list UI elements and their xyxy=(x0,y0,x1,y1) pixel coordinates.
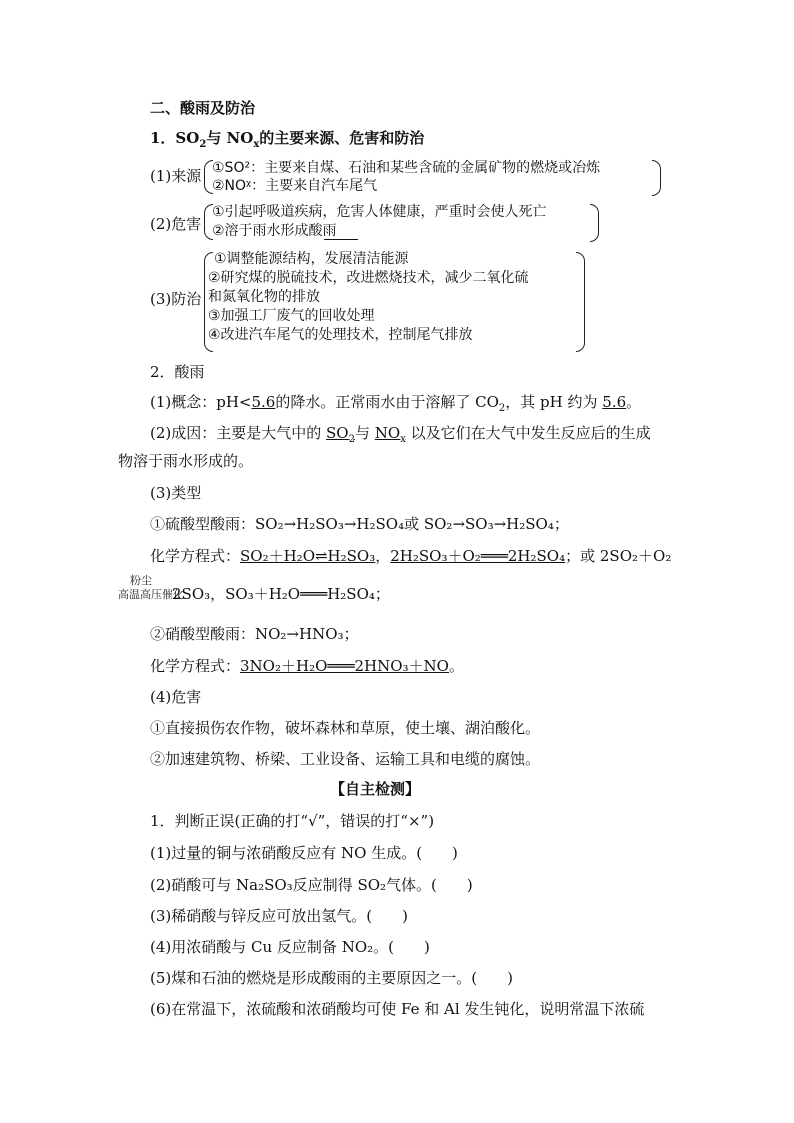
catalyst-annotation-dust: 粉尘 xyxy=(130,574,152,587)
question-3: (3)稀硝酸与锌反应可放出氢气。( ) xyxy=(150,907,408,925)
item1-heading: 1．$SO_2$与 $NO_x$的主要来源、危害和防治 xyxy=(150,129,425,150)
question-1: (1)过量的铜与浓硝酸反应有 NO 生成。( ) xyxy=(150,844,458,862)
question-6: (6)在常温下，浓硫酸和浓硝酸均可使 Fe 和 Al 发生钝化，说明常温下浓硫 xyxy=(150,1000,645,1018)
sources-close-brace xyxy=(652,160,661,196)
harm-line1: ①引起呼吸道疾病，危害人体健康，严重时会使人死亡 xyxy=(212,204,547,220)
sulfuric-type: ①硫酸型酸雨：SO₂→H₂SO₃→H₂SO₄或 SO₂→SO₃→H₂SO₄； xyxy=(150,515,569,533)
prevention-label: (3)防治 xyxy=(150,290,202,308)
question-5: (5)煤和石油的燃烧是形成酸雨的主要原因之一。( ) xyxy=(150,969,513,987)
cause-line2: 物溶于雨水形成的。 xyxy=(118,452,254,470)
sources-line2: ②NOᵡ：主要来自汽车尾气 xyxy=(212,178,378,194)
prevention-line1: ①调整能源结构，发展清洁能源 xyxy=(214,251,409,267)
equation-line1: 化学方程式：SO₂＋H₂O⇌H₂SO₃，2H₂SO₃＋O₂═══2H₂SO₄；或 2SO₂＋O₂ xyxy=(150,547,672,565)
question-intro: 1．判断正误(正确的打“√”，错误的打“×”) xyxy=(150,812,435,830)
item2-title: 2．酸雨 xyxy=(150,363,205,381)
nitric-type: ②硝酸型酸雨：NO₂→HNO₃； xyxy=(150,625,359,643)
prevention-line3: 和氮氧化物的排放 xyxy=(208,289,320,305)
prevention-close-brace xyxy=(576,252,585,352)
question-2: (2)硝酸可与 Na₂SO₃反应制得 SO₂气体。( ) xyxy=(150,876,473,894)
cause-line1: (2)成因：主要是大气中的 $SO_2$与 $NO_x$ 以及它们在大气中发生反应后的生成 xyxy=(150,424,651,445)
types-label: (3)类型 xyxy=(150,484,202,502)
harm2-line2: ②加速建筑物、桥梁、工业设备、运输工具和电缆的腐蚀。 xyxy=(150,750,541,768)
harm-line2: ②溶于雨水形成酸雨 xyxy=(212,223,337,239)
prevention-line5: ④改进汽车尾气的处理技术，控制尾气排放 xyxy=(208,327,473,343)
section-title: 二、酸雨及防治 xyxy=(150,99,256,117)
equation-line1-cont: 2SO₃，SO₃＋H₂O═══H₂SO₄； xyxy=(172,585,390,603)
prevention-line4: ③加强工厂废气的回收处理 xyxy=(208,308,375,324)
prevention-line2: ②研究煤的脱硫技术，改进燃烧技术，减少二氧化硫 xyxy=(208,270,529,286)
question-4: (4)用浓硝酸与 Cu 反应制备 NO₂。( ) xyxy=(150,938,430,956)
sources-line1: ①SO²：主要来自煤、石油和某些含硫的金属矿物的燃烧或冶炼 xyxy=(212,160,601,176)
harm2-line1: ①直接损伤农作物，破坏森林和草原，使土壤、湖泊酸化。 xyxy=(150,719,541,737)
self-check-heading: 【自主检测】 xyxy=(330,780,421,798)
equation-line2: 化学方程式：3NO₂＋H₂O═══2HNO₃＋NO。 xyxy=(150,657,464,675)
harm-close-brace xyxy=(590,204,599,242)
harm-label: (2)危害 xyxy=(150,215,202,233)
sources-label: (1)来源 xyxy=(150,167,202,185)
concept-line: (1)概念：pH<5.6的降水。正常雨水由于溶解了 $CO_2$，其 pH 约为 5.6。 xyxy=(150,393,642,414)
catalyst-annotation-conditions: 高温高压催化 xyxy=(118,588,184,601)
harm-underline xyxy=(324,239,358,240)
harm2-label: (4)危害 xyxy=(150,688,202,706)
